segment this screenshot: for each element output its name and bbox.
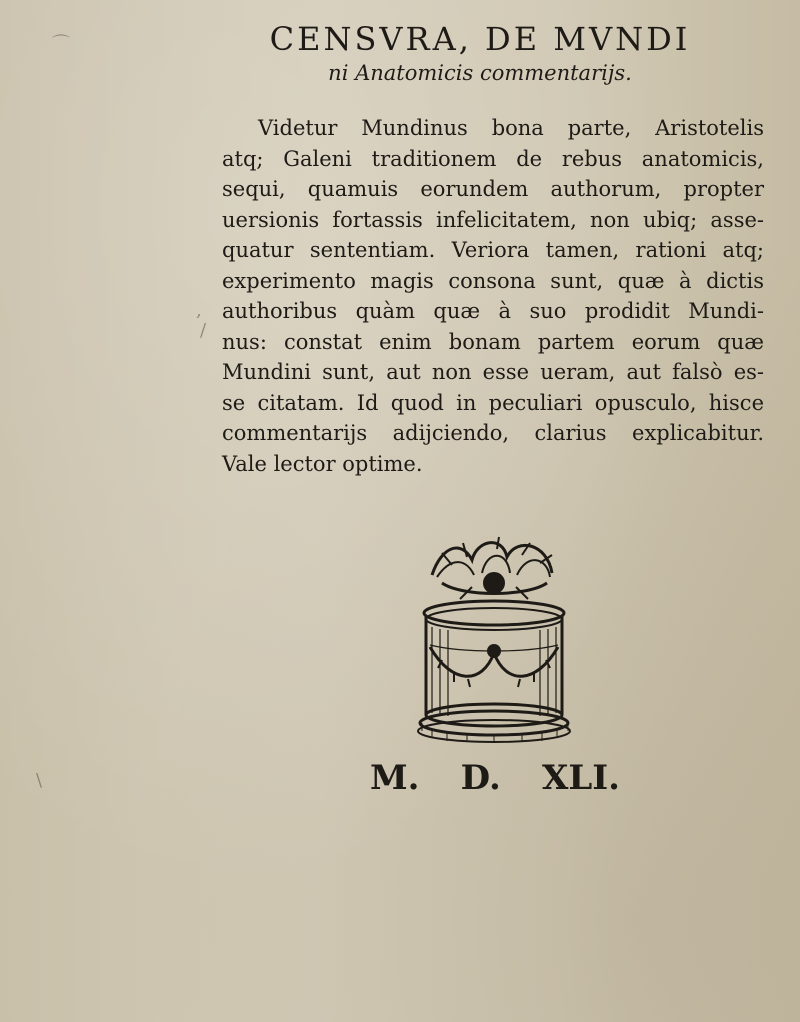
paper-speck: ⌒ (52, 34, 70, 55)
text-line: commentarijs adijciendo, clarius explicabitur. (222, 421, 764, 445)
text-line: Vale lector optime. (222, 451, 423, 476)
text-line: quatur sententiam. Veriora tamen, rationi atq; (222, 238, 764, 262)
imprint-part: D. (460, 758, 501, 798)
censura-text (222, 113, 764, 479)
paper-speck: / (200, 320, 207, 341)
imprint-part: XLI. (541, 758, 620, 798)
text-line: nus: constat enim bonam partem eorum quæ (222, 329, 764, 354)
page-subtitle: ni Anatomicis commentarijs. (328, 61, 632, 85)
imprint-part: M. (370, 758, 420, 798)
page-title: CENSVRA, DE MVNDI (269, 20, 691, 58)
text-line: authoribus quàm quæ à suo prodidit Mundi- (222, 299, 764, 323)
text-line: Videtur Mundinus bona parte, Aristotelis (258, 116, 764, 140)
page-heading (240, 20, 720, 86)
text-line: se citatam. Id quod in peculiari opusculo, hisce (222, 390, 764, 415)
text-line: atq; Galeni traditionem de rebus anatomicis, (222, 146, 764, 171)
paper-speck: \ (36, 770, 43, 791)
foliage-crest-icon (432, 537, 552, 599)
woodcut-ornament-icon (412, 535, 577, 745)
text-line: experimento magis consona sunt, quæ à dictis (222, 268, 764, 293)
paper-speck: , (196, 300, 202, 321)
text-line: uersionis fortassis infelicitatem, non ubiq; asse- (222, 207, 764, 232)
text-line: sequi, quamuis eorundem authorum, propter (222, 177, 764, 201)
text-line: Mundini sunt, aut non esse ueram, aut falsò es- (222, 360, 764, 384)
imprint-date (370, 758, 620, 798)
